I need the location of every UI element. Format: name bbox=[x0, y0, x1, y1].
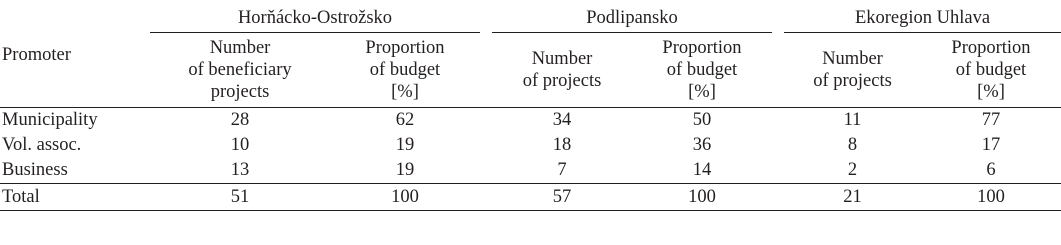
cell: 17 bbox=[981, 135, 1001, 155]
cell: 34 bbox=[492, 107, 632, 133]
cell: 36 bbox=[692, 135, 712, 155]
row-label: Municipality bbox=[0, 107, 150, 133]
table-row bbox=[0, 158, 1061, 184]
cell: 21 bbox=[784, 183, 921, 210]
col-header-podlipansko-number: Number of projects bbox=[522, 48, 602, 91]
col-header-hornacko-number: Number of beneficiary projects bbox=[188, 37, 292, 102]
cell: 100 bbox=[330, 183, 480, 210]
cell: 8 bbox=[847, 135, 858, 155]
table-row bbox=[0, 107, 1061, 133]
total-row bbox=[0, 183, 1061, 210]
cell: 77 bbox=[921, 107, 1061, 133]
cell: 19 bbox=[395, 135, 415, 155]
group-header-ekoregion: Ekoregion Uhlava bbox=[784, 4, 1061, 32]
promoter-header: Promoter bbox=[2, 45, 71, 66]
col-header-podlipansko-proportion: Proportion of budget [%] bbox=[662, 37, 742, 102]
cell: 100 bbox=[632, 183, 772, 210]
cell: 28 bbox=[150, 107, 330, 133]
group-header-podlipansko: Podlipansko bbox=[492, 4, 772, 32]
cell: 6 bbox=[986, 160, 996, 180]
cell: 19 bbox=[395, 160, 415, 180]
cell: 11 bbox=[784, 107, 921, 133]
row-label: Business bbox=[2, 160, 68, 180]
promoter-budget-table bbox=[0, 4, 1061, 211]
cell: 18 bbox=[552, 135, 572, 155]
col-header-ekoregion-proportion: Proportion of budget [%] bbox=[951, 37, 1031, 102]
cell: 50 bbox=[632, 107, 772, 133]
cell: 57 bbox=[492, 183, 632, 210]
col-header-ekoregion-number: Number of projects bbox=[813, 48, 892, 91]
group-header-row bbox=[0, 4, 1061, 32]
col-header-hornacko-proportion: Proportion of budget [%] bbox=[365, 37, 445, 102]
cell: 10 bbox=[230, 135, 250, 155]
row-label: Vol. assoc. bbox=[2, 135, 82, 155]
group-header-hornacko: Horňácko-Ostrožsko bbox=[150, 4, 480, 32]
cell: 7 bbox=[557, 160, 567, 180]
column-header-row bbox=[0, 32, 1061, 107]
cell: 2 bbox=[847, 160, 858, 180]
cell: 51 bbox=[150, 183, 330, 210]
table-row bbox=[0, 133, 1061, 158]
total-label: Total bbox=[0, 183, 150, 210]
cell: 14 bbox=[692, 160, 712, 180]
cell: 13 bbox=[230, 160, 250, 180]
cell: 100 bbox=[921, 183, 1061, 210]
cell: 62 bbox=[330, 107, 480, 133]
